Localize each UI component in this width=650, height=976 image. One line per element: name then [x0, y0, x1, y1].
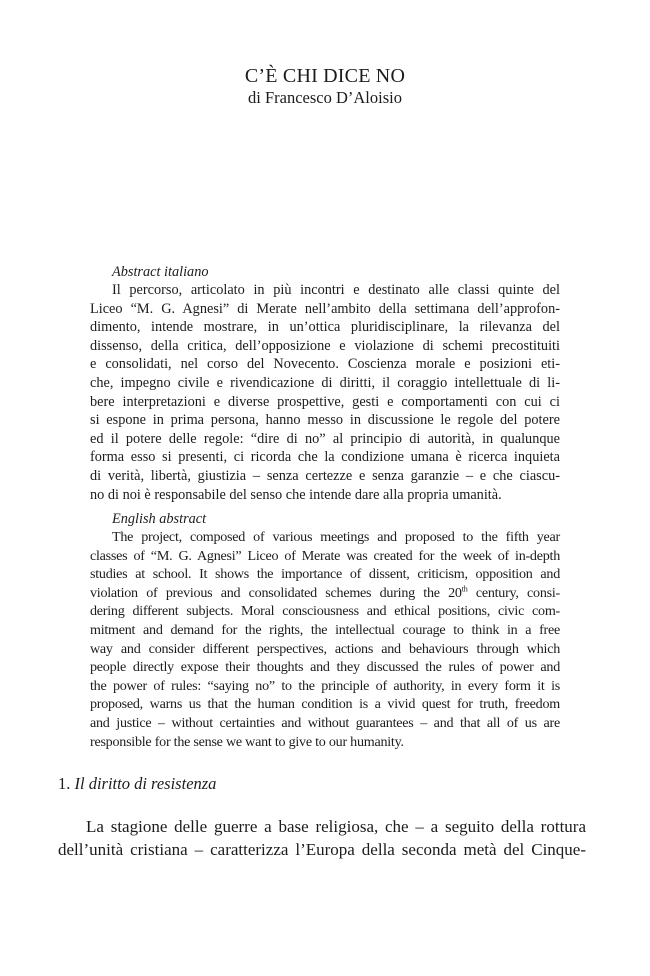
abstract-italian-line: dimento, intende mostrare, in un’ottica pluridisciplinare, la rilevanza del [90, 319, 560, 336]
abstract-english-line-head: violation of previous and consolidated schemes during the 20 [90, 584, 462, 601]
abstract-english-line-tail: century, consi- [467, 584, 560, 601]
body-line: La stagione delle guerre a base religiosa, che – a seguito della rottura [86, 817, 586, 836]
abstract-italian-label: Abstract italiano [112, 264, 209, 280]
abstract-italian-line: che, impegno civile e rivendicazione di diritti, il coraggio intellettuale di li- [90, 374, 560, 391]
body-line: dell’unità cristiana – caratterizza l’Europa della seconda metà del Cinque- [58, 840, 586, 859]
abstract-english-line [90, 584, 560, 603]
abstract-italian-line: e consolidati, nel corso del Novecento. Coscienza morale e posizioni eti- [90, 356, 560, 373]
author-byline: di Francesco D’Aloisio [248, 88, 402, 107]
abstract-italian [90, 263, 560, 504]
abstract-english-line: classes of “M. G. Agnesi” Liceo of Merate was created for the week of in-depth [90, 547, 560, 564]
abstract-italian-line: ed il potere delle regole: “dire di no” al principio di autorità, in qualunque [90, 430, 560, 447]
abstract-english-line: responsible for the sense we want to give to our humanity. [90, 733, 404, 750]
abstract-english-line: studies at school. It shows the importance of dissent, criticism, opposition and [90, 566, 560, 583]
section-heading [58, 773, 216, 795]
abstract-english-line: mitment and demand for the rights, the intellectual courage to think in a free [90, 621, 560, 638]
page-title: C’È CHI DICE NO [244, 65, 406, 87]
abstract-italian-line: no di noi è responsabile del senso che intende dare alla propria umanità. [90, 486, 502, 503]
abstract-english [90, 510, 560, 751]
abstract-italian-line: Liceo “M. G. Agnesi” di Merate nell’ambito della settimana dell’approfon- [90, 300, 560, 317]
abstract-english-line: proposed, warns us that the human condition is a vivid quest for truth, freedom [90, 696, 560, 713]
abstract-italian-line: si espone in prima persona, hanno messo in discussione le regole del potere [90, 412, 560, 429]
abstract-italian-line: forma esso si presenti, ci ricorda che la condizione umana è ricerca inquieta [90, 449, 560, 466]
abstract-italian-line: dissenso, della critica, dell’opposizione e violazione di schemi precostituiti [90, 337, 560, 354]
abstract-english-line: dering different subjects. Moral consciousness and ethical positions, civic com- [90, 603, 560, 620]
abstract-italian-line: bere interpretazioni e diverse prospettive, gesti e comportamenti con cui ci [90, 393, 560, 410]
abstract-english-line: way and consider different perspectives, actions and behaviours through which [90, 640, 560, 657]
superscript-th: th [461, 584, 468, 594]
abstract-italian-line: di verità, libertà, giustizia – senza certezze e senza garanzie – e che ciascu- [90, 467, 560, 484]
body-text [58, 815, 586, 861]
abstract-english-line: people directly expose their thoughts and they discussed the rules of power and [90, 659, 560, 676]
abstract-english-line: the power of rules: “saying no” to the principle of authority, in every form it is [90, 677, 560, 694]
abstract-english-line: The project, composed of various meetings and proposed to the fifth year [112, 529, 560, 545]
abstract-italian-line: Il percorso, articolato in più incontri e destinato alle classi quinte del [112, 282, 560, 298]
section-number: 1. [58, 774, 71, 793]
abstract-english-line: and justice – without certainties and without guarantees – and that all of us are [90, 714, 560, 731]
abstract-english-label: English abstract [112, 511, 207, 527]
section-title: Il diritto di resistenza [74, 774, 217, 793]
